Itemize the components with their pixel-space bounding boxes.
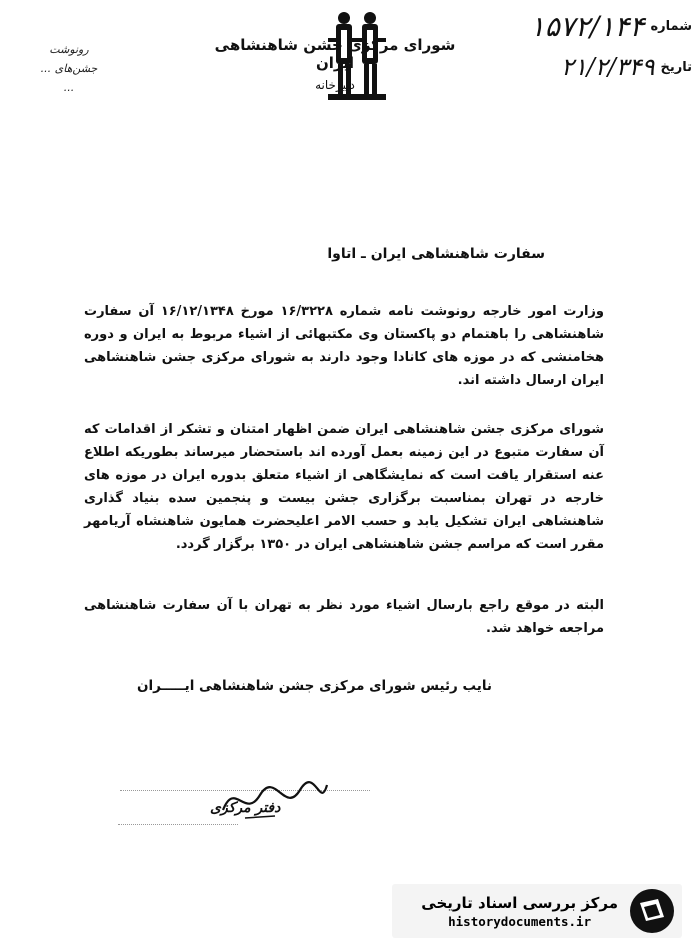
letterhead bbox=[210, 36, 460, 92]
org-subtitle: دبیرخانه bbox=[315, 78, 355, 92]
margin-note-line: جشن‌های ... bbox=[40, 62, 98, 75]
watermark-site: historydocuments.ir bbox=[448, 913, 592, 929]
ref-number: ۱۵۷۲/۱۴۴ bbox=[529, 10, 645, 43]
margin-note-line: ... bbox=[63, 81, 75, 94]
ref-number-row bbox=[522, 10, 692, 43]
date-row bbox=[522, 53, 692, 81]
addressee: سفارت شاهنشاهی ایران ـ اتاوا bbox=[327, 246, 545, 262]
archive-logo-icon bbox=[628, 887, 676, 935]
paragraph: وزارت امور خارجه رونوشت نامه شماره ۱۶/۳۲۲۸ مورخ ۱۶/۱۲/۱۳۴۸ آن سفارت شاهنشاهی را باهتمام دو پاکستان وی مکتبهائی از اشیاء مربوط به ایران و دوره هخامنشی که در موزه های کانادا وجود دارند به شورای مرکزی جشن شاهنشاهی ایران ارسال داشته اند. bbox=[84, 304, 604, 388]
department-stamp: دفتر مرکزی bbox=[210, 800, 281, 816]
paragraph: البته در موقع راجع بارسال اشیاء مورد نظر به تهران با آن سفارت شاهنشاهی مراجعه خواهد شد. bbox=[84, 598, 604, 636]
watermark-text bbox=[421, 894, 618, 929]
margin-notes bbox=[14, 40, 124, 97]
margin-note-line: رونوشت bbox=[49, 43, 89, 56]
ref-number-label: شماره bbox=[650, 19, 692, 34]
watermark-name: مرکز بررسی اسناد تاریخی bbox=[421, 893, 618, 912]
reference-block bbox=[522, 10, 692, 81]
org-name: شورای مرکزی جشن شاهنشاهی ایران bbox=[214, 36, 456, 72]
divider bbox=[118, 824, 238, 825]
paragraph: شورای مرکزی جشن شاهنشاهی ایران ضمن اظهار امتنان و تشکر از اقدامات که آن سفارت متبوع در این زمینه بعمل آورده اند باستحضار میرساند بطوریکه اطلاع عنه استقرار یافت است که نمایشگاهی از اشیاء متعلق بدوره ایران در موزه های خارجه در تهران بمناسبت برگزاری جشن بیست و پنجمین سده بنیاد گذاری شاهنشاهی ایران تشکیل یابد و حسب الامر اعلیحضرت همایون شاهنشاه آریامهر مقرر است که مراسم جشن شاهنشاهی ایران در ۱۳۵۰ برگزار گردد. bbox=[84, 422, 604, 552]
date-value: ۲۱/۲/۳۴۹ bbox=[560, 53, 655, 81]
watermark bbox=[392, 884, 682, 938]
date-label: تاریخ bbox=[660, 59, 692, 75]
signatory-title: نایب رئیس شورای مرکزی جشن شاهنشاهی ایـــــران bbox=[137, 678, 492, 694]
